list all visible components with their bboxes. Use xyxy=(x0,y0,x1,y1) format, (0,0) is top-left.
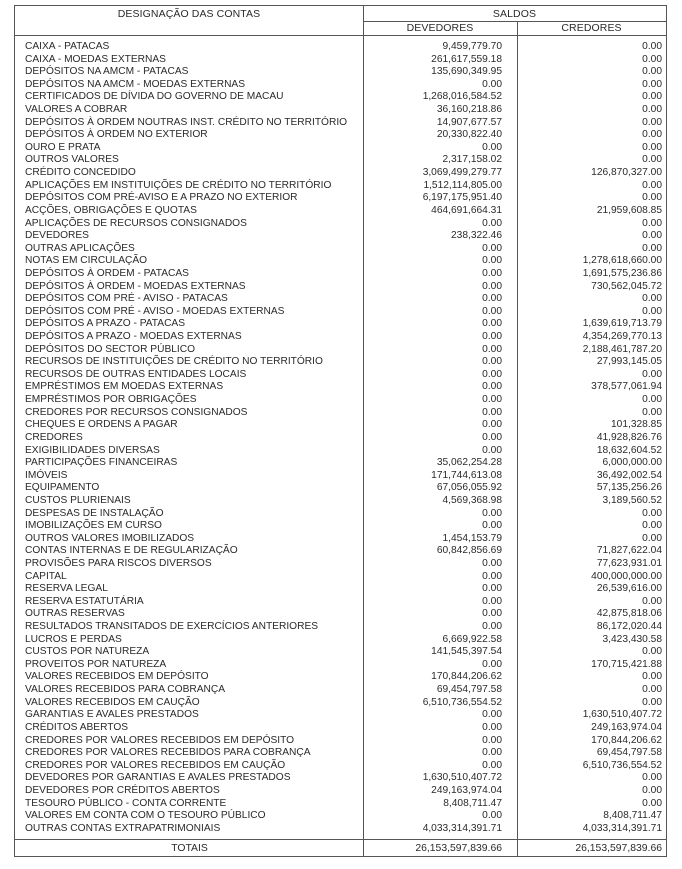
table-row xyxy=(15,142,666,155)
account-name: IMOBILIZAÇÕES EM CURSO xyxy=(25,520,162,532)
table-row xyxy=(15,129,666,142)
debit-balance: 0.00 xyxy=(482,293,502,305)
balance-sheet-table xyxy=(14,5,667,857)
table-row xyxy=(15,646,666,659)
debit-balance: 0.00 xyxy=(482,267,502,279)
credit-balance: 69,454,797.58 xyxy=(596,747,662,759)
credit-balance: 0.00 xyxy=(642,129,662,141)
account-name: OUTROS VALORES xyxy=(25,154,119,166)
account-name: CAIXA - MOEDAS EXTERNAS xyxy=(25,53,166,65)
account-name: DEPÓSITOS COM PRÉ - AVISO - MOEDAS EXTERNAS xyxy=(25,305,285,317)
credit-balance: 126,870,327.00 xyxy=(591,167,662,179)
credit-balance: 27,993,145.05 xyxy=(596,356,662,368)
debit-balance: 0.00 xyxy=(482,759,502,771)
credit-balance: 0.00 xyxy=(642,406,662,418)
account-name: RECURSOS DE OUTRAS ENTIDADES LOCAIS xyxy=(25,368,247,380)
totals-row xyxy=(15,840,666,857)
account-name: PROVISÕES PARA RISCOS DIVERSOS xyxy=(25,557,212,569)
account-name: EMPRÉSTIMOS EM MOEDAS EXTERNAS xyxy=(25,381,224,393)
account-name: CREDORES POR VALORES RECEBIDOS EM CAUÇÃO xyxy=(25,759,286,771)
credit-balance: 0.00 xyxy=(642,797,662,809)
account-name: RESERVA LEGAL xyxy=(25,583,108,595)
account-name: DESPESAS DE INSTALAÇÃO xyxy=(25,507,164,519)
credit-balance: 400,000,000.00 xyxy=(591,570,662,582)
table-row xyxy=(15,457,666,470)
account-name: CAPITAL xyxy=(25,570,67,582)
debit-balance: 0.00 xyxy=(482,356,502,368)
account-name: EMPRÉSTIMOS POR OBRIGAÇÕES xyxy=(25,394,197,406)
account-name: GARANTIAS E AVALES PRESTADOS xyxy=(25,709,199,721)
table-row xyxy=(15,344,666,357)
table-row xyxy=(15,243,666,256)
credit-balance: 1,691,575,236.86 xyxy=(582,267,662,279)
credit-balance: 0.00 xyxy=(642,305,662,317)
account-name: CONTAS INTERNAS E DE REGULARIZAÇÃO xyxy=(25,545,238,557)
debit-balance: 0.00 xyxy=(482,734,502,746)
debit-balance: 0.00 xyxy=(482,810,502,822)
credit-balance: 0.00 xyxy=(642,116,662,128)
account-name: ACÇÕES, OBRIGAÇÕES E QUOTAS xyxy=(25,204,197,216)
debit-balance: 0.00 xyxy=(482,709,502,721)
debit-balance: 35,062,254.28 xyxy=(436,457,502,469)
credit-balance: 0.00 xyxy=(642,772,662,784)
credit-balance: 0.00 xyxy=(642,696,662,708)
debit-balance: 6,510,736,554.52 xyxy=(422,696,502,708)
saldos-header: SALDOS xyxy=(492,8,537,20)
debit-balance: 1,630,510,407.72 xyxy=(422,772,502,784)
account-name: TESOURO PÚBLICO - CONTA CORRENTE xyxy=(25,797,227,809)
debit-balance: 0.00 xyxy=(482,406,502,418)
debit-balance: 6,197,175,951.40 xyxy=(422,192,502,204)
totals-label: TOTAIS xyxy=(171,843,208,854)
debit-balance: 0.00 xyxy=(482,608,502,620)
credit-balance: 0.00 xyxy=(642,230,662,242)
account-name: CRÉDITO CONCEDIDO xyxy=(25,167,136,179)
debit-balance: 171,744,613.08 xyxy=(431,469,502,481)
account-name: DEVEDORES POR CRÉDITOS ABERTOS xyxy=(25,784,220,796)
account-name: OUTRAS CONTAS EXTRAPATRIMONIAIS xyxy=(25,822,221,834)
credit-balance: 1,639,619,713.79 xyxy=(582,318,662,330)
credit-balance: 0.00 xyxy=(642,154,662,166)
debit-balance: 170,844,206.62 xyxy=(431,671,502,683)
table-row xyxy=(15,281,666,294)
table-row xyxy=(15,621,666,634)
table-row xyxy=(15,41,666,54)
debit-balance: 14,907,677.57 xyxy=(436,116,502,128)
credit-balance: 0.00 xyxy=(642,784,662,796)
credit-balance: 36,492,002.54 xyxy=(596,469,662,481)
account-name: VALORES RECEBIDOS PARA COBRANÇA xyxy=(25,684,226,696)
account-name: RESERVA ESTATUTÁRIA xyxy=(25,595,144,607)
account-name: DEPÓSITOS DO SECTOR PÚBLICO xyxy=(25,343,196,355)
account-name: EXIGIBILIDADES DIVERSAS xyxy=(25,444,160,456)
debit-balance: 0.00 xyxy=(482,305,502,317)
table-row xyxy=(15,810,666,823)
credit-balance: 4,033,314,391.71 xyxy=(582,822,662,834)
account-name: DEPÓSITOS COM PRÉ-AVISO E A PRAZO NO EXTERIOR xyxy=(25,192,298,204)
account-name: RECURSOS DE INSTITUIÇÕES DE CRÉDITO NO TERRITÓRIO xyxy=(25,356,323,368)
table-row xyxy=(15,255,666,268)
table-row xyxy=(15,268,666,281)
table-row xyxy=(15,470,666,483)
debit-balance: 0.00 xyxy=(482,595,502,607)
debit-balance: 3,069,499,279.77 xyxy=(422,167,502,179)
debit-balance: 0.00 xyxy=(482,444,502,456)
debit-balance: 67,056,055.92 xyxy=(436,482,502,494)
credit-balance: 4,354,269,770.13 xyxy=(582,331,662,343)
debit-balance: 0.00 xyxy=(482,557,502,569)
account-name: PROVEITOS POR NATUREZA xyxy=(25,658,167,670)
credit-balance: 0.00 xyxy=(642,293,662,305)
table-row xyxy=(15,318,666,331)
table-row xyxy=(15,54,666,67)
credit-balance: 57,135,256.26 xyxy=(596,482,662,494)
debit-balance: 0.00 xyxy=(482,520,502,532)
debit-balance: 0.00 xyxy=(482,583,502,595)
credit-balance: 0.00 xyxy=(642,671,662,683)
table-row xyxy=(15,558,666,571)
credit-balance: 0.00 xyxy=(642,595,662,607)
credit-balance: 1,630,510,407.72 xyxy=(582,709,662,721)
account-name: VALORES RECEBIDOS EM DEPÓSITO xyxy=(25,671,209,683)
table-row xyxy=(15,684,666,697)
credit-balance: 378,577,061.94 xyxy=(591,381,662,393)
account-name: CREDORES xyxy=(25,431,83,443)
debit-balance: 0.00 xyxy=(482,318,502,330)
table-row xyxy=(15,545,666,558)
credit-balance: 71,827,622.04 xyxy=(596,545,662,557)
account-name: DEPÓSITOS NA AMCM - MOEDAS EXTERNAS xyxy=(25,78,246,90)
debit-balance: 0.00 xyxy=(482,217,502,229)
credit-balance: 730,562,045.72 xyxy=(591,280,662,292)
account-name: VALORES EM CONTA COM O TESOURO PÚBLICO xyxy=(25,810,266,822)
table-row xyxy=(15,331,666,344)
credit-balance: 0.00 xyxy=(642,141,662,153)
account-name: DEVEDORES xyxy=(25,230,89,242)
header-bottom-line xyxy=(15,35,666,36)
credit-balance: 42,875,818.06 xyxy=(596,608,662,620)
credit-balance: 0.00 xyxy=(642,684,662,696)
debit-balance: 0.00 xyxy=(482,242,502,254)
table-row xyxy=(15,760,666,773)
debit-balance: 135,690,349.95 xyxy=(431,66,502,78)
debit-balance: 8,408,711.47 xyxy=(443,797,502,809)
account-name: CUSTOS PLURIENAIS xyxy=(25,494,131,506)
account-name: CERTIFICADOS DE DÍVIDA DO GOVERNO DE MACAU xyxy=(25,91,284,103)
debit-balance: 261,617,559.18 xyxy=(431,53,502,65)
credit-balance: 0.00 xyxy=(642,179,662,191)
debit-balance: 69,454,797.58 xyxy=(436,684,502,696)
table-row xyxy=(15,608,666,621)
table-row xyxy=(15,735,666,748)
table-row xyxy=(15,596,666,609)
debit-balance: 0.00 xyxy=(482,431,502,443)
debit-balance: 20,330,822.40 xyxy=(436,129,502,141)
debit-balance: 1,512,114,805.00 xyxy=(423,179,502,191)
credit-balance: 0.00 xyxy=(642,532,662,544)
table-row xyxy=(15,445,666,458)
account-name: OUTRAS RESERVAS xyxy=(25,608,125,620)
table-row xyxy=(15,117,666,130)
debit-balance: 0.00 xyxy=(482,368,502,380)
debit-balance: 0.00 xyxy=(482,331,502,343)
table-row xyxy=(15,230,666,243)
debit-balance: 6,669,922.58 xyxy=(442,633,502,645)
account-name: CREDORES POR VALORES RECEBIDOS EM DEPÓSITO xyxy=(25,734,295,746)
credit-balance: 0.00 xyxy=(642,520,662,532)
table-row xyxy=(15,709,666,722)
debit-balance: 0.00 xyxy=(482,255,502,267)
account-name: APLICAÇÕES EM INSTITUIÇÕES DE CRÉDITO NO TERRITÓRIO xyxy=(25,179,332,191)
account-rows xyxy=(15,41,666,835)
table-row xyxy=(15,533,666,546)
account-name: OUTROS VALORES IMOBILIZADOS xyxy=(25,532,195,544)
table-row xyxy=(15,419,666,432)
table-row xyxy=(15,583,666,596)
table-row xyxy=(15,66,666,79)
account-name: VALORES RECEBIDOS EM CAUÇÃO xyxy=(25,696,200,708)
account-name: CREDORES POR RECURSOS CONSIGNADOS xyxy=(25,406,248,418)
credit-balance: 0.00 xyxy=(642,78,662,90)
table-row xyxy=(15,104,666,117)
credit-balance: 3,423,430.58 xyxy=(602,633,662,645)
account-name: EQUIPAMENTO xyxy=(25,482,100,494)
credit-balance: 0.00 xyxy=(642,53,662,65)
credores-header: CREDORES xyxy=(561,22,622,34)
credit-balance: 6,510,736,554.52 xyxy=(582,759,662,771)
table-row xyxy=(15,495,666,508)
debit-balance: 1,268,016,584.52 xyxy=(422,91,502,103)
account-name: DEVEDORES POR GARANTIAS E AVALES PRESTADOS xyxy=(25,772,291,784)
debit-balance: 464,691,664.31 xyxy=(431,204,502,216)
debit-balance: 1,454,153.79 xyxy=(442,532,502,544)
account-name: DEPÓSITOS À ORDEM - PATACAS xyxy=(25,267,189,279)
account-name: LUCROS E PERDAS xyxy=(25,633,122,645)
table-row xyxy=(15,192,666,205)
debit-balance: 2,317,158.02 xyxy=(442,154,502,166)
table-row xyxy=(15,432,666,445)
account-name: OURO E PRATA xyxy=(25,141,101,153)
debit-balance: 0.00 xyxy=(482,570,502,582)
account-name: DEPÓSITOS COM PRÉ - AVISO - PATACAS xyxy=(25,293,228,305)
table-row xyxy=(15,785,666,798)
table-row xyxy=(15,91,666,104)
table-row xyxy=(15,293,666,306)
table-row xyxy=(15,571,666,584)
debit-balance: 0.00 xyxy=(482,280,502,292)
debit-balance: 238,322.46 xyxy=(451,230,502,242)
account-name: APLICAÇÕES DE RECURSOS CONSIGNADOS xyxy=(25,217,247,229)
debit-balance: 0.00 xyxy=(482,78,502,90)
table-row xyxy=(15,356,666,369)
credit-balance: 6,000,000.00 xyxy=(602,457,662,469)
debit-balance: 4,033,314,391.71 xyxy=(422,822,502,834)
table-row xyxy=(15,671,666,684)
credit-balance: 0.00 xyxy=(642,41,662,52)
credit-balance: 170,844,206.62 xyxy=(591,734,662,746)
debit-balance: 0.00 xyxy=(482,381,502,393)
debit-balance: 0.00 xyxy=(482,343,502,355)
table-row xyxy=(15,154,666,167)
debit-balance: 249,163,974.04 xyxy=(431,784,502,796)
debit-balance: 0.00 xyxy=(482,419,502,431)
account-name: DEPÓSITOS À ORDEM - MOEDAS EXTERNAS xyxy=(25,280,246,292)
account-name: DEPÓSITOS NA AMCM - PATACAS xyxy=(25,66,189,78)
account-name: CAIXA - PATACAS xyxy=(25,41,110,52)
debit-balance: 0.00 xyxy=(482,621,502,633)
account-name: CUSTOS POR NATUREZA xyxy=(25,646,150,658)
account-name: NOTAS EM CIRCULAÇÃO xyxy=(25,255,148,267)
credit-balance: 0.00 xyxy=(642,507,662,519)
credit-balance: 26,539,616.00 xyxy=(596,583,662,595)
debit-balance: 4,569,368.98 xyxy=(442,494,502,506)
account-name: VALORES A COBRAR xyxy=(25,104,128,116)
table-row xyxy=(15,520,666,533)
credit-balance: 21,959,608.85 xyxy=(596,204,662,216)
table-row xyxy=(15,306,666,319)
credit-balance: 8,408,711.47 xyxy=(603,810,662,822)
credit-balance: 0.00 xyxy=(642,104,662,116)
debit-balance: 9,459,779.70 xyxy=(442,41,502,52)
totals-debit: 26,153,597,839.66 xyxy=(415,843,502,854)
credit-balance: 41,928,826.76 xyxy=(596,431,662,443)
table-row xyxy=(15,772,666,785)
table-row xyxy=(15,747,666,760)
account-name: DEPÓSITOS A PRAZO - MOEDAS EXTERNAS xyxy=(25,331,242,343)
credit-balance: 0.00 xyxy=(642,91,662,103)
devedores-header: DEVEDORES xyxy=(406,22,474,34)
debit-balance: 0.00 xyxy=(482,721,502,733)
credit-balance: 0.00 xyxy=(642,192,662,204)
table-row xyxy=(15,798,666,811)
table-row xyxy=(15,823,666,836)
credit-balance: 101,328.85 xyxy=(611,419,662,431)
credit-balance: 0.00 xyxy=(642,217,662,229)
account-name: PARTICIPAÇÕES FINANCEIRAS xyxy=(25,457,178,469)
credit-balance: 0.00 xyxy=(642,368,662,380)
account-name: DEPÓSITOS A PRAZO - PATACAS xyxy=(25,318,186,330)
credit-balance: 1,278,618,660.00 xyxy=(582,255,662,267)
account-name: CRÉDITOS ABERTOS xyxy=(25,721,129,733)
credit-balance: 2,188,461,787.20 xyxy=(582,343,662,355)
debit-balance: 141,545,397.54 xyxy=(431,646,502,658)
totals-credit: 26,153,597,839.66 xyxy=(575,843,662,854)
credit-balance: 170,715,421.88 xyxy=(591,658,662,670)
account-name: RESULTADOS TRANSITADOS DE EXERCÍCIOS ANTERIORES xyxy=(25,621,319,633)
credit-balance: 86,172,020.44 xyxy=(596,621,662,633)
account-name: DEPÓSITOS À ORDEM NO EXTERIOR xyxy=(25,129,208,141)
debit-balance: 0.00 xyxy=(482,141,502,153)
credit-balance: 3,189,560.52 xyxy=(602,494,662,506)
table-row xyxy=(15,697,666,710)
account-name: CHEQUES E ORDENS A PAGAR xyxy=(25,419,178,431)
debit-balance: 0.00 xyxy=(482,658,502,670)
account-name: IMÓVEIS xyxy=(25,469,68,481)
debit-balance: 0.00 xyxy=(482,394,502,406)
debit-balance: 60,842,856.69 xyxy=(436,545,502,557)
credit-balance: 0.00 xyxy=(642,242,662,254)
credit-balance: 77,623,931.01 xyxy=(596,557,662,569)
account-name: CREDORES POR VALORES RECEBIDOS PARA COBRANÇA xyxy=(25,747,311,759)
table-row xyxy=(15,79,666,92)
debit-balance: 36,160,218.86 xyxy=(436,104,502,116)
table-row xyxy=(15,369,666,382)
credit-balance: 0.00 xyxy=(642,66,662,78)
table-row xyxy=(15,218,666,231)
table-row xyxy=(15,508,666,521)
table-row xyxy=(15,205,666,218)
table-row xyxy=(15,722,666,735)
account-name: DEPÓSITOS À ORDEM NOUTRAS INST. CRÉDITO NO TERRITÓRIO xyxy=(25,116,348,128)
debit-balance: 0.00 xyxy=(482,507,502,519)
account-name: OUTRAS APLICAÇÕES xyxy=(25,242,135,254)
designation-header: DESIGNAÇÃO DAS CONTAS xyxy=(117,8,261,20)
table-row xyxy=(15,381,666,394)
credit-balance: 18,632,604.52 xyxy=(596,444,662,456)
table-row xyxy=(15,634,666,647)
credit-balance: 0.00 xyxy=(642,394,662,406)
table-row xyxy=(15,167,666,180)
table-row xyxy=(15,180,666,193)
table-row xyxy=(15,407,666,420)
debit-balance: 0.00 xyxy=(482,747,502,759)
table-row xyxy=(15,394,666,407)
credit-balance: 0.00 xyxy=(642,646,662,658)
table-row xyxy=(15,659,666,672)
table-row xyxy=(15,482,666,495)
credit-balance: 249,163,974.04 xyxy=(591,721,662,733)
